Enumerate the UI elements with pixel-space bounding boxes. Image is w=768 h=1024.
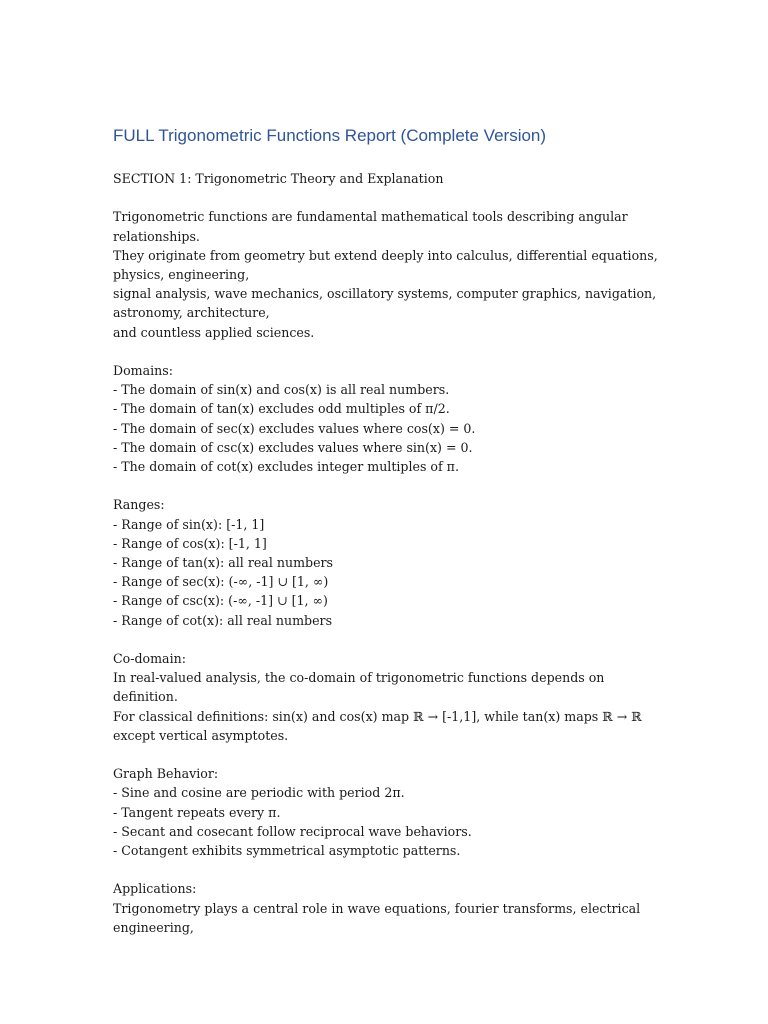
domains-item: - The domain of tan(x) excludes odd multiples of π/2. — [113, 401, 450, 417]
codomain-line: For classical definitions: sin(x) and cos(x) map ℝ → [-1,1], while tan(x) maps ℝ → ℝ except vertical asymptotes. — [113, 708, 642, 743]
graph-behavior-heading: Graph Behavior: — [113, 766, 219, 782]
ranges-item: - Range of tan(x): all real numbers — [113, 555, 334, 571]
intro-line: Trigonometric functions are fundamental mathematical tools describing angular relationships. — [113, 209, 628, 244]
domains-item: - The domain of csc(x) excludes values where sin(x) = 0. — [113, 439, 473, 455]
domains-block — [113, 361, 673, 476]
codomain-line: In real-valued analysis, the co-domain of trigonometric functions depends on definition. — [113, 670, 605, 705]
domains-item: - The domain of sin(x) and cos(x) is all real numbers. — [113, 382, 450, 398]
codomain-block — [113, 649, 673, 745]
ranges-heading: Ranges: — [113, 497, 165, 513]
document-title: FULL Trigonometric Functions Report (Complete Version) — [113, 126, 547, 145]
paragraph-spacer — [113, 860, 673, 879]
document-body — [113, 124, 673, 937]
domains-item: - The domain of cot(x) excludes integer multiples of π. — [113, 459, 459, 475]
intro-line: and countless applied sciences. — [113, 324, 315, 340]
applications-block — [113, 879, 673, 937]
graph-behavior-item: - Cotangent exhibits symmetrical asymptotic patterns. — [113, 843, 461, 859]
paragraph-spacer — [113, 476, 673, 495]
paragraph-spacer — [113, 630, 673, 649]
graph-behavior-item: - Tangent repeats every π. — [113, 804, 281, 820]
applications-line: Trigonometry plays a central role in wave equations, fourier transforms, electrical engineering, — [113, 900, 641, 935]
codomain-heading: Co-domain: — [113, 651, 186, 667]
graph-behavior-item: - Secant and cosecant follow reciprocal wave behaviors. — [113, 823, 472, 839]
paragraph-spacer — [113, 745, 673, 764]
graph-behavior-block — [113, 764, 673, 860]
domains-heading: Domains: — [113, 363, 173, 378]
ranges-item: - Range of csc(x): (-∞, -1] ∪ [1, ∞) — [113, 593, 328, 609]
ranges-item: - Range of cos(x): [-1, 1] — [113, 535, 267, 551]
domains-item: - The domain of sec(x) excludes values where cos(x) = 0. — [113, 420, 476, 436]
intro-line: signal analysis, wave mechanics, oscillatory systems, computer graphics, navigation, astronomy, architecture, — [113, 286, 657, 321]
intro-line: They originate from geometry but extend deeply into calculus, differential equations, physics, engineering, — [113, 247, 658, 282]
graph-behavior-item: - Sine and cosine are periodic with period 2π. — [113, 785, 405, 801]
paragraph-spacer — [113, 342, 673, 361]
section-heading: SECTION 1: Trigonometric Theory and Explanation — [113, 171, 444, 186]
ranges-item: - Range of sin(x): [-1, 1] — [113, 516, 265, 532]
ranges-block — [113, 495, 673, 629]
intro-paragraph — [113, 207, 673, 341]
ranges-item: - Range of sec(x): (-∞, -1] ∪ [1, ∞) — [113, 574, 329, 590]
paragraph-spacer — [113, 188, 673, 207]
applications-heading: Applications: — [113, 881, 197, 897]
ranges-item: - Range of cot(x): all real numbers — [113, 612, 333, 628]
